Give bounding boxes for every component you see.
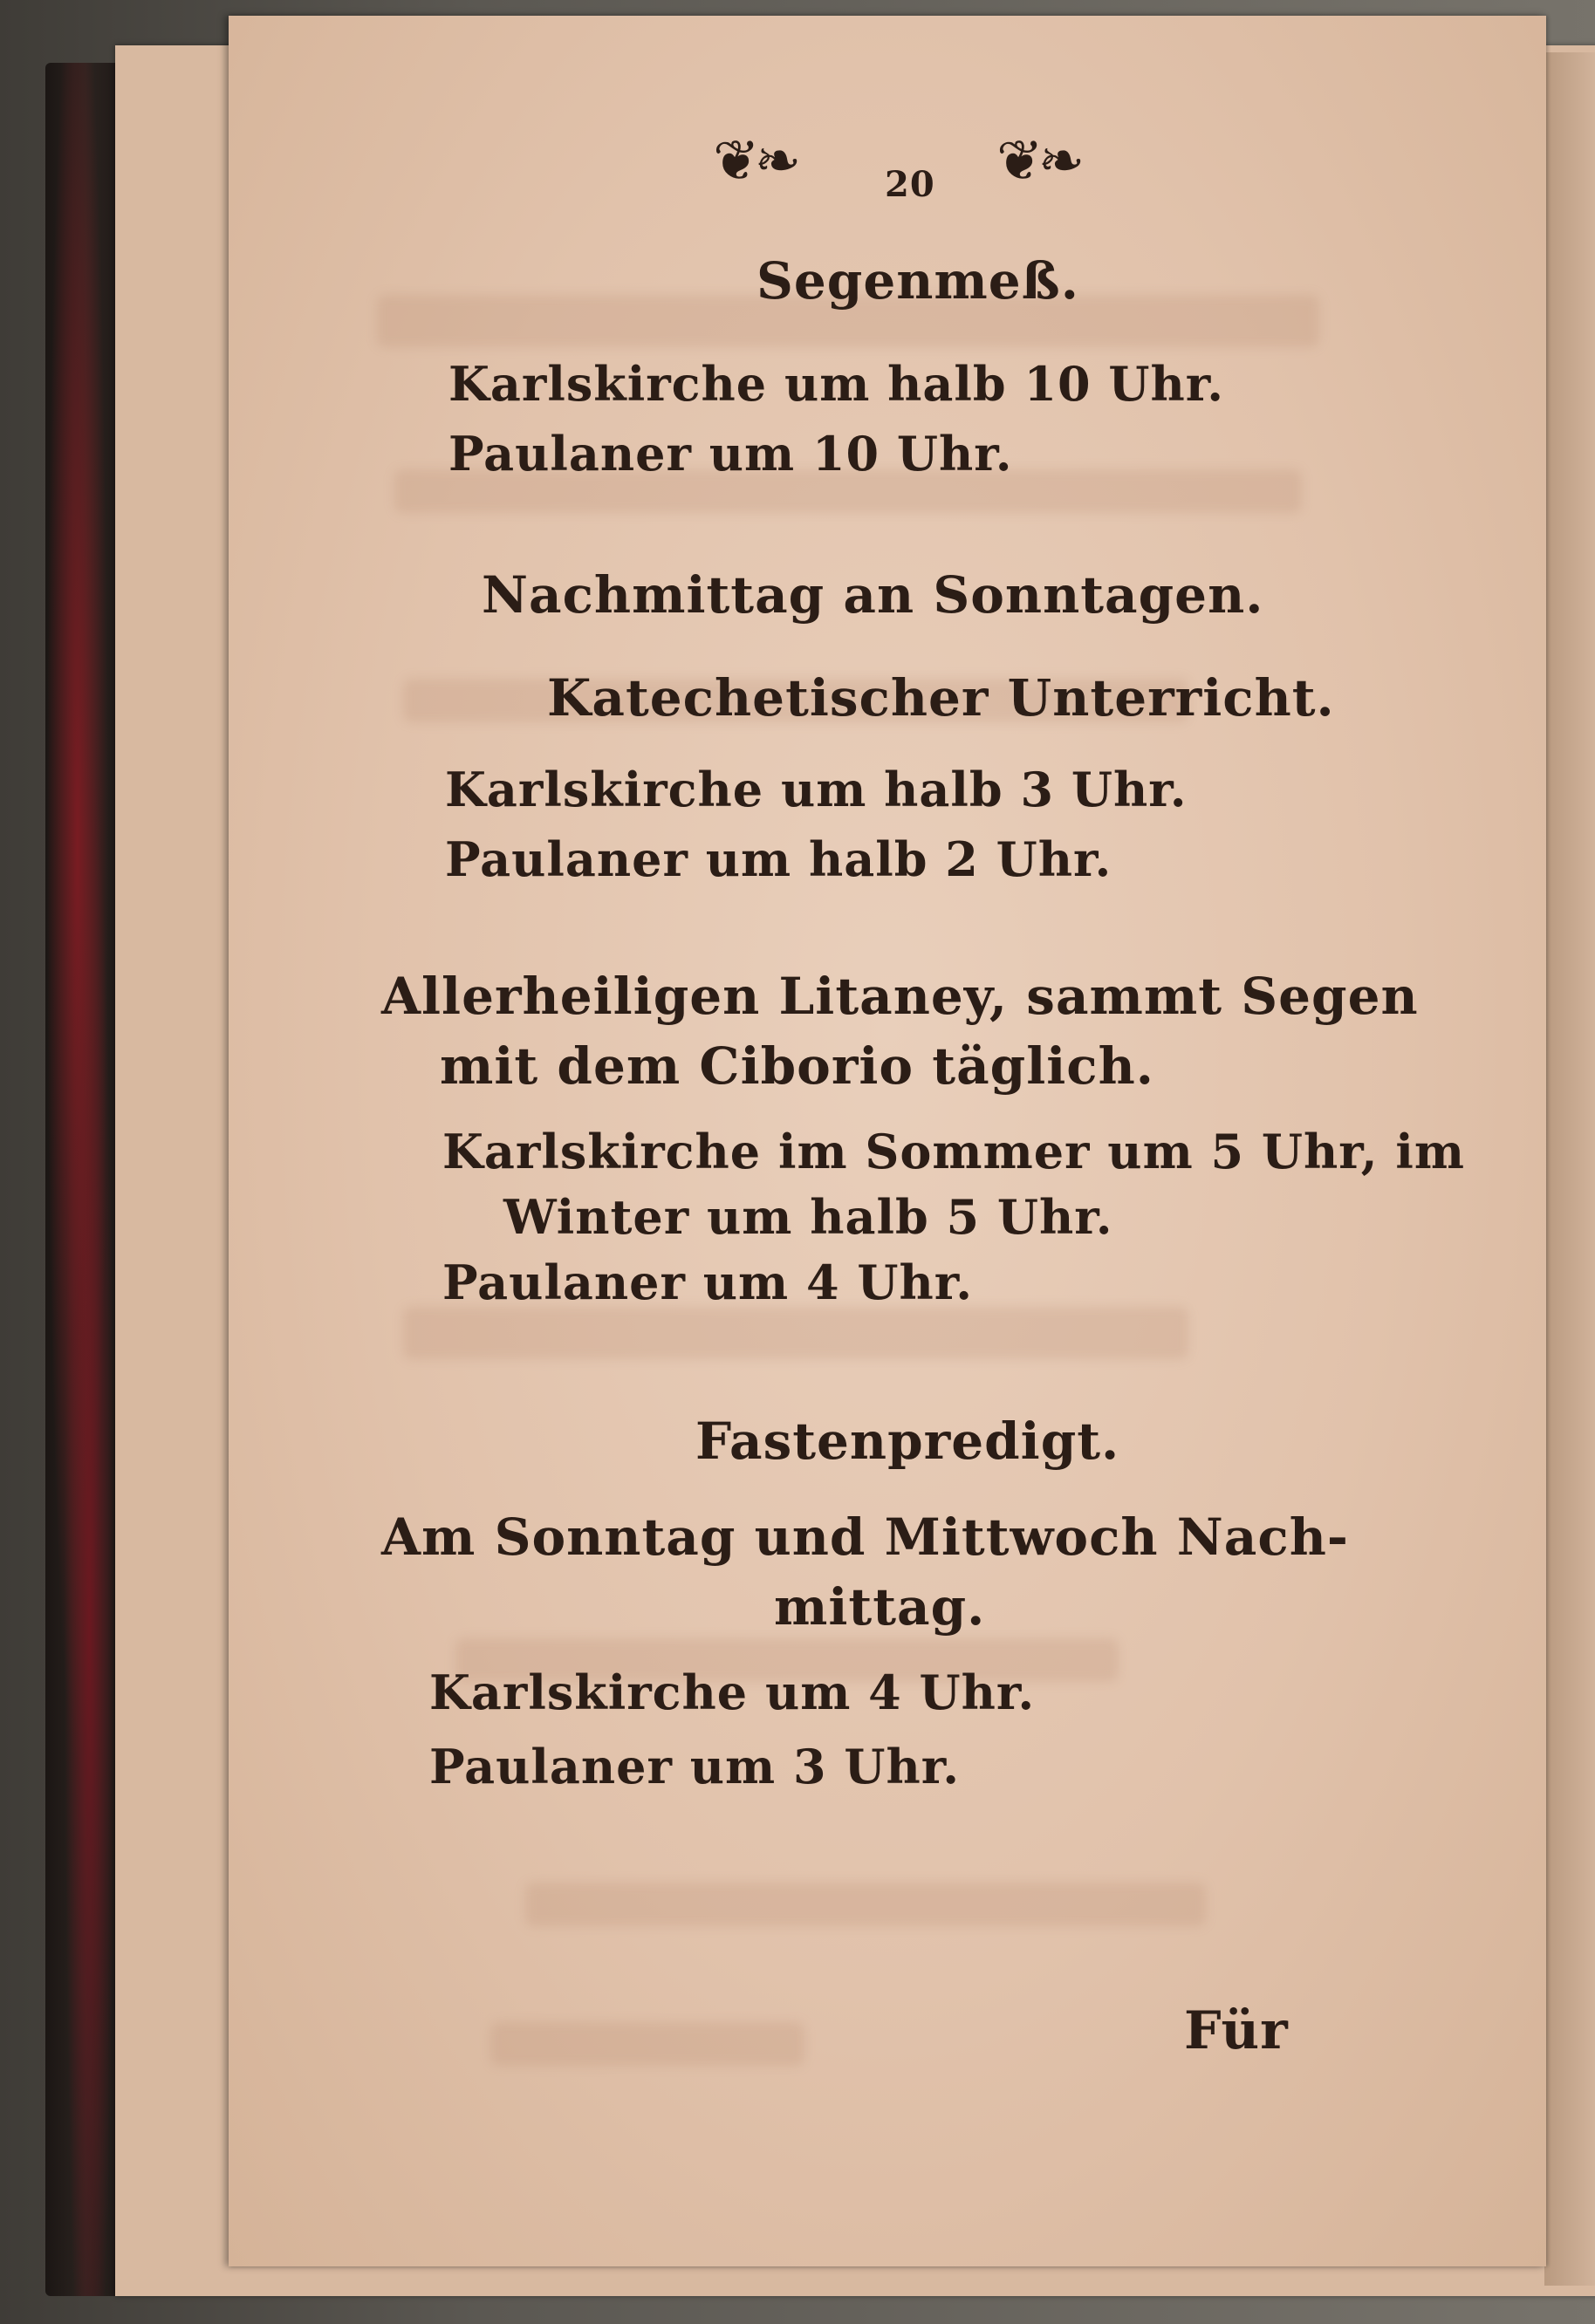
schedule-line: Karlskirche im Sommer um 5 Uhr, im bbox=[442, 1124, 1466, 1179]
schedule-line: Karlskirche um halb 10 Uhr. bbox=[448, 356, 1225, 412]
page-number: 20 bbox=[885, 164, 935, 205]
schedule-line: Paulaner um halb 2 Uhr. bbox=[445, 831, 1112, 887]
schedule-line: Paulaner um 4 Uhr. bbox=[442, 1254, 973, 1310]
book-page bbox=[229, 16, 1546, 2266]
schedule-line: Karlskirche um halb 3 Uhr. bbox=[445, 762, 1188, 817]
facing-page-edge bbox=[1544, 52, 1595, 2286]
section-heading: Allerheiligen Litaney, sammt Segen bbox=[381, 967, 1419, 1026]
section-subheading: Katechetischer Unterricht. bbox=[547, 668, 1335, 728]
schedule-line: Winter um halb 5 Uhr. bbox=[503, 1189, 1113, 1245]
book-binding bbox=[45, 63, 126, 2296]
section-heading: mit dem Ciborio täglich. bbox=[440, 1036, 1154, 1096]
schedule-line: Paulaner um 10 Uhr. bbox=[448, 426, 1013, 482]
section-heading: Fastenpredigt. bbox=[695, 1411, 1120, 1471]
catchword: Für bbox=[1184, 2000, 1289, 2061]
schedule-line: Paulaner um 3 Uhr. bbox=[429, 1739, 960, 1794]
section-heading: Am Sonntag und Mittwoch Nach- bbox=[381, 1507, 1349, 1567]
section-heading: Nachmittag an Sonntagen. bbox=[482, 565, 1264, 625]
right-ornament-icon: ❦❧ bbox=[996, 129, 1080, 194]
schedule-line: Karlskirche um 4 Uhr. bbox=[429, 1664, 1036, 1720]
section-heading: mittag. bbox=[774, 1577, 986, 1637]
left-ornament-icon: ❦❧ bbox=[713, 129, 797, 194]
section-heading: Segenmeß. bbox=[756, 251, 1079, 311]
